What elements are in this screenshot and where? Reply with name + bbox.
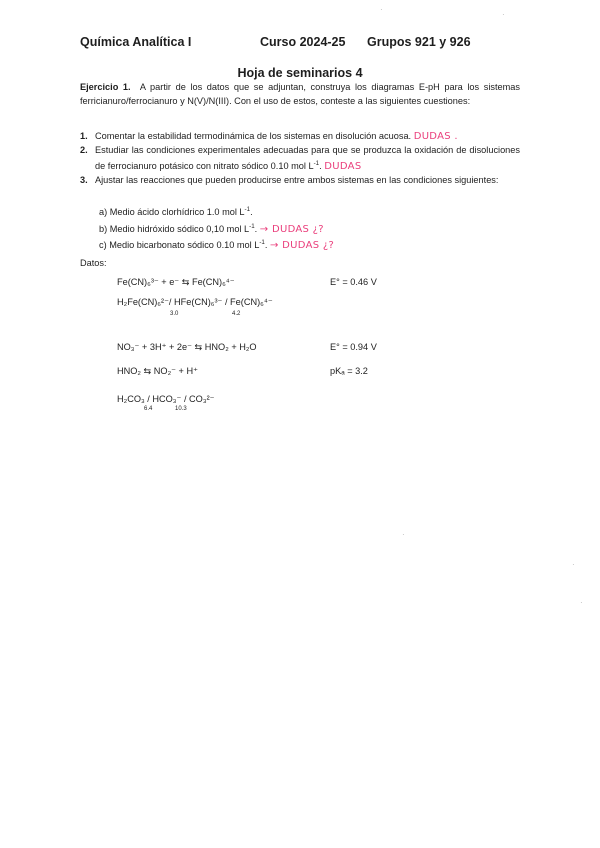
subject-title: Química Analítica I — [80, 35, 192, 49]
nitrate-potential: E° = 0.94 V — [330, 342, 377, 352]
question-text-end: . — [319, 161, 322, 172]
ferrocyanide-pk1: 3.0 — [170, 311, 179, 317]
document-header — [80, 35, 520, 49]
ferrocyanide-pk2: 4.2 — [232, 311, 241, 317]
scan-speck: · — [580, 598, 583, 607]
sub-question-c — [99, 236, 519, 253]
sub-question-a — [99, 203, 519, 220]
unit-exponent: -1 — [249, 222, 255, 230]
question-2 — [80, 144, 520, 174]
exercise-text: A partir de los datos que se adjuntan, construya los diagramas E-pH para los sistemas ferricianuro/ferrocianuro y N(V)/N(III). Con el uso de estos, conteste a las siguientes cuestiones: — [80, 82, 520, 106]
scan-speck: · — [380, 5, 383, 14]
page-title: Hoja de seminarios 4 — [237, 66, 363, 80]
course-year: Curso 2024-25 — [260, 35, 346, 49]
sub-question-end: . — [254, 223, 258, 234]
question-text: Comentar la estabilidad termodinámica de los sistemas en disolución acuosa. — [95, 131, 412, 141]
exercise-label: Ejercicio 1. — [80, 82, 131, 92]
sub-question-end: . — [264, 240, 268, 251]
exercise-intro — [80, 81, 520, 108]
question-3 — [80, 174, 520, 188]
carbonate-equilibria: H₂CO₃ / HCO₃⁻ / CO₃²⁻ — [117, 394, 215, 404]
handwritten-note: DUDAS — [324, 161, 362, 173]
question-text: Ajustar las reacciones que pueden producirse entre ambos sistemas en las condiciones siguientes: — [95, 174, 499, 185]
carbonate-pk2: 10.3 — [175, 406, 187, 412]
nitrous-acid-equation: HNO₂ ⇆ NO₂⁻ + H⁺ — [117, 366, 198, 376]
unit-exponent: -1 — [313, 160, 320, 167]
sub-question-b — [99, 220, 519, 237]
sub-question-text: b) Medio hidróxido sódico 0,10 mol L — [99, 223, 250, 234]
handwritten-note: → DUDAS ¿? — [270, 240, 335, 252]
handwritten-note: → DUDAS ¿? — [259, 223, 324, 235]
ferrocyanide-acid-equilibria: H₂Fe(CN)₆²⁻/ HFe(CN)₆³⁻ / Fe(CN)₆⁴⁻ — [117, 297, 273, 307]
scan-speck: · — [402, 530, 405, 539]
carbonate-pk1: 6.4 — [144, 406, 153, 412]
unit-exponent: -1 — [259, 239, 265, 247]
sub-question-end: . — [250, 207, 253, 218]
question-1 — [80, 130, 520, 144]
sub-question-text: c) Medio bicarbonato sódico 0.10 mol L — [99, 240, 260, 251]
ferricyanide-equation: Fe(CN)₆³⁻ + e⁻ ⇆ Fe(CN)₆⁴⁻ — [117, 277, 235, 287]
sub-question-list — [99, 203, 519, 253]
question-number: 2. — [80, 144, 88, 155]
unit-exponent: -1 — [244, 206, 251, 213]
nitrate-equation: NO₃⁻ + 3H⁺ + 2e⁻ ⇆ HNO₂ + H₂O — [117, 342, 257, 352]
data-label: Datos: — [80, 258, 107, 268]
question-number: 3. — [80, 174, 88, 185]
sub-question-text: a) Medio ácido clorhídrico 1.0 mol L — [99, 207, 245, 218]
question-number: 1. — [80, 131, 88, 141]
ferricyanide-potential: E° = 0.46 V — [330, 277, 377, 287]
handwritten-note: DUDAS . — [413, 131, 458, 142]
groups-label: Grupos 921 y 926 — [367, 35, 471, 49]
question-list — [80, 130, 520, 187]
nitrous-acid-pka: pKₐ = 3.2 — [330, 366, 368, 376]
question-text: Estudiar las condiciones experimentales adecuadas para que se produzca la oxidación de disoluciones de ferrocianuro potásico con nitrato sódico 0.10 mol L — [95, 144, 520, 172]
scan-speck: · — [502, 10, 505, 19]
scan-speck: · — [572, 560, 575, 569]
